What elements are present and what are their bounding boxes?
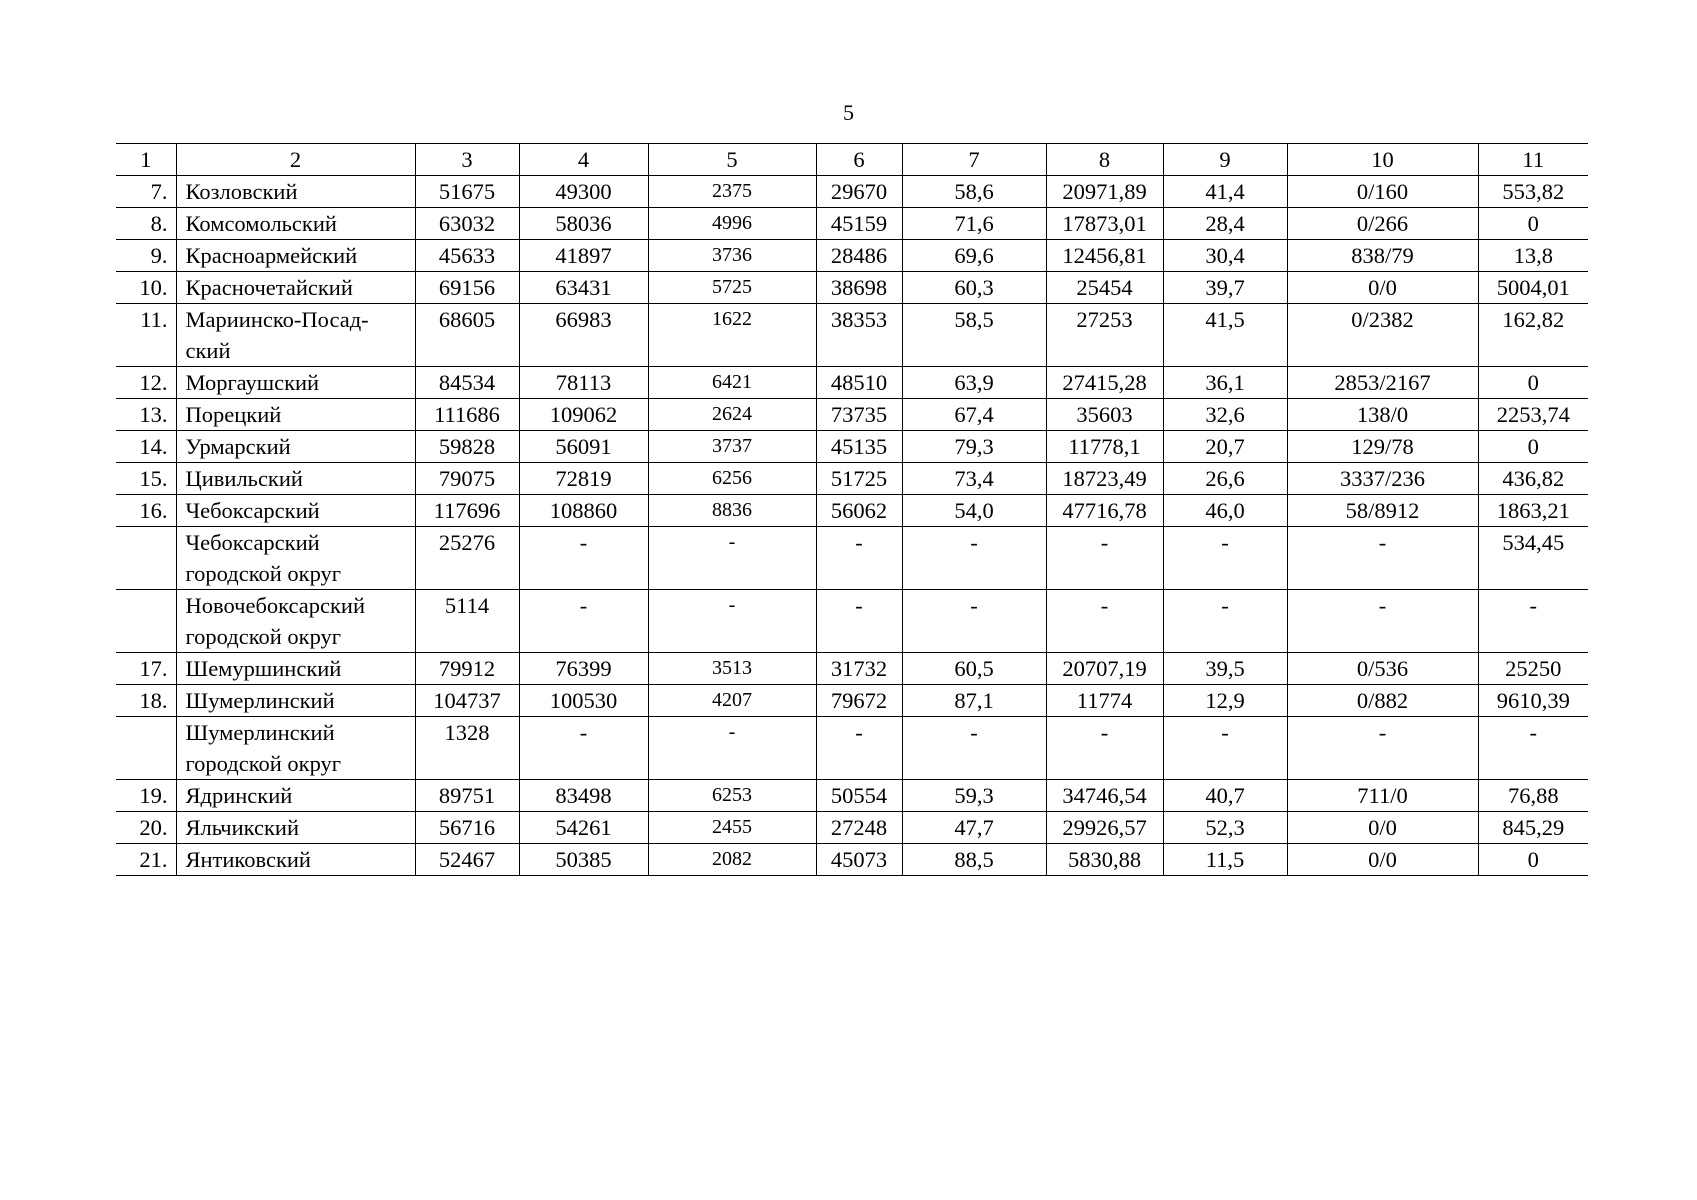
header-cell-6: 6 <box>816 144 902 176</box>
district-name: Мариинско-Посад-ский <box>176 304 415 367</box>
district-name: Шумерлинский городской округ <box>176 717 415 780</box>
cell-c11: 0 <box>1478 208 1588 240</box>
header-cell-4: 4 <box>519 144 648 176</box>
cell-c3: 1328 <box>415 717 519 780</box>
cell-c6: 29670 <box>816 176 902 208</box>
cell-c8: 47716,78 <box>1046 495 1163 527</box>
cell-c11: 0 <box>1478 844 1588 876</box>
cell-c5: 1622 <box>648 304 816 367</box>
cell-c10: 0/882 <box>1287 685 1478 717</box>
cell-c11: 553,82 <box>1478 176 1588 208</box>
cell-c10: - <box>1287 527 1478 590</box>
table-row <box>116 208 1588 240</box>
cell-c5: 3737 <box>648 431 816 463</box>
cell-c3: 59828 <box>415 431 519 463</box>
table-row <box>116 367 1588 399</box>
cell-c9: 39,5 <box>1163 653 1287 685</box>
table-row <box>116 463 1588 495</box>
cell-c4: - <box>519 527 648 590</box>
header-cell-8: 8 <box>1046 144 1163 176</box>
cell-c6: - <box>816 590 902 653</box>
cell-c10: - <box>1287 717 1478 780</box>
cell-c6: 28486 <box>816 240 902 272</box>
row-number: 8. <box>116 208 176 240</box>
header-cell-11: 11 <box>1478 144 1588 176</box>
cell-c8: - <box>1046 527 1163 590</box>
cell-c10: 0/0 <box>1287 844 1478 876</box>
cell-c4: - <box>519 717 648 780</box>
district-name: Козловский <box>176 176 415 208</box>
cell-c4: 63431 <box>519 272 648 304</box>
cell-c5: 2455 <box>648 812 816 844</box>
cell-c5: 4207 <box>648 685 816 717</box>
cell-c6: 38698 <box>816 272 902 304</box>
cell-c11: 2253,74 <box>1478 399 1588 431</box>
cell-c9: 28,4 <box>1163 208 1287 240</box>
district-name: Чебоксарский <box>176 495 415 527</box>
row-number <box>116 590 176 653</box>
cell-c4: 109062 <box>519 399 648 431</box>
header-cell-10: 10 <box>1287 144 1478 176</box>
table-row <box>116 495 1588 527</box>
cell-c3: 63032 <box>415 208 519 240</box>
cell-c5: 8836 <box>648 495 816 527</box>
district-name: Порецкий <box>176 399 415 431</box>
cell-c5: 2082 <box>648 844 816 876</box>
cell-c6: 48510 <box>816 367 902 399</box>
table-row <box>116 431 1588 463</box>
cell-c5: 6421 <box>648 367 816 399</box>
table-row <box>116 272 1588 304</box>
district-name: Красночетайский <box>176 272 415 304</box>
cell-c3: 117696 <box>415 495 519 527</box>
cell-c8: 12456,81 <box>1046 240 1163 272</box>
cell-c5: 2375 <box>648 176 816 208</box>
cell-c10: 0/0 <box>1287 272 1478 304</box>
cell-c9: 36,1 <box>1163 367 1287 399</box>
table-row <box>116 844 1588 876</box>
table-row <box>116 590 1588 653</box>
cell-c7: 69,6 <box>902 240 1046 272</box>
cell-c3: 5114 <box>415 590 519 653</box>
cell-c6: - <box>816 717 902 780</box>
cell-c6: 38353 <box>816 304 902 367</box>
row-number: 21. <box>116 844 176 876</box>
cell-c6: 45073 <box>816 844 902 876</box>
cell-c7: 58,5 <box>902 304 1046 367</box>
cell-c7: 60,5 <box>902 653 1046 685</box>
cell-c4: 72819 <box>519 463 648 495</box>
cell-c3: 52467 <box>415 844 519 876</box>
table-row <box>116 240 1588 272</box>
cell-c8: 34746,54 <box>1046 780 1163 812</box>
cell-c3: 89751 <box>415 780 519 812</box>
cell-c9: 52,3 <box>1163 812 1287 844</box>
cell-c3: 51675 <box>415 176 519 208</box>
cell-c8: 18723,49 <box>1046 463 1163 495</box>
district-name: Моргаушский <box>176 367 415 399</box>
data-table <box>116 143 1588 876</box>
cell-c9: 30,4 <box>1163 240 1287 272</box>
district-name: Шумерлинский <box>176 685 415 717</box>
cell-c11: 13,8 <box>1478 240 1588 272</box>
cell-c11: 845,29 <box>1478 812 1588 844</box>
cell-c6: 45159 <box>816 208 902 240</box>
district-name: Урмарский <box>176 431 415 463</box>
cell-c8: 5830,88 <box>1046 844 1163 876</box>
cell-c5: 2624 <box>648 399 816 431</box>
cell-c9: 20,7 <box>1163 431 1287 463</box>
cell-c8: 25454 <box>1046 272 1163 304</box>
cell-c11: 25250 <box>1478 653 1588 685</box>
cell-c8: 35603 <box>1046 399 1163 431</box>
row-number: 18. <box>116 685 176 717</box>
row-number: 14. <box>116 431 176 463</box>
cell-c8: 29926,57 <box>1046 812 1163 844</box>
cell-c10: 138/0 <box>1287 399 1478 431</box>
cell-c4: 76399 <box>519 653 648 685</box>
table-row <box>116 780 1588 812</box>
cell-c10: 0/536 <box>1287 653 1478 685</box>
cell-c5: - <box>648 590 816 653</box>
cell-c11: 9610,39 <box>1478 685 1588 717</box>
row-number: 19. <box>116 780 176 812</box>
cell-c8: - <box>1046 717 1163 780</box>
cell-c7: 79,3 <box>902 431 1046 463</box>
cell-c10: 0/160 <box>1287 176 1478 208</box>
row-number: 16. <box>116 495 176 527</box>
district-name: Красноармейский <box>176 240 415 272</box>
cell-c4: 100530 <box>519 685 648 717</box>
table-row <box>116 812 1588 844</box>
cell-c9: 26,6 <box>1163 463 1287 495</box>
district-name: Шемуршинский <box>176 653 415 685</box>
row-number: 11. <box>116 304 176 367</box>
header-cell-7: 7 <box>902 144 1046 176</box>
cell-c11: - <box>1478 590 1588 653</box>
cell-c8: 27253 <box>1046 304 1163 367</box>
header-cell-1: 1 <box>116 144 176 176</box>
cell-c7: 58,6 <box>902 176 1046 208</box>
district-name: Чебоксарский городской округ <box>176 527 415 590</box>
table-row <box>116 527 1588 590</box>
cell-c10: - <box>1287 590 1478 653</box>
cell-c4: 78113 <box>519 367 648 399</box>
cell-c7: 60,3 <box>902 272 1046 304</box>
cell-c11: 1863,21 <box>1478 495 1588 527</box>
cell-c6: 73735 <box>816 399 902 431</box>
header-cell-9: 9 <box>1163 144 1287 176</box>
district-name: Ядринский <box>176 780 415 812</box>
cell-c3: 45633 <box>415 240 519 272</box>
cell-c5: 3513 <box>648 653 816 685</box>
table-row <box>116 653 1588 685</box>
cell-c4: 108860 <box>519 495 648 527</box>
cell-c11: 0 <box>1478 367 1588 399</box>
cell-c7: - <box>902 717 1046 780</box>
cell-c6: 56062 <box>816 495 902 527</box>
cell-c8: - <box>1046 590 1163 653</box>
district-name: Яльчикский <box>176 812 415 844</box>
cell-c6: 27248 <box>816 812 902 844</box>
cell-c10: 3337/236 <box>1287 463 1478 495</box>
cell-c9: 41,5 <box>1163 304 1287 367</box>
cell-c5: 3736 <box>648 240 816 272</box>
cell-c3: 69156 <box>415 272 519 304</box>
row-number <box>116 527 176 590</box>
cell-c3: 79075 <box>415 463 519 495</box>
cell-c7: - <box>902 590 1046 653</box>
cell-c6: 79672 <box>816 685 902 717</box>
cell-c7: 71,6 <box>902 208 1046 240</box>
table-row <box>116 304 1588 367</box>
row-number: 17. <box>116 653 176 685</box>
cell-c8: 20707,19 <box>1046 653 1163 685</box>
row-number: 13. <box>116 399 176 431</box>
cell-c11: 76,88 <box>1478 780 1588 812</box>
cell-c10: 711/0 <box>1287 780 1478 812</box>
row-number <box>116 717 176 780</box>
district-name: Комсомольский <box>176 208 415 240</box>
cell-c11: 436,82 <box>1478 463 1588 495</box>
cell-c7: 63,9 <box>902 367 1046 399</box>
cell-c10: 0/2382 <box>1287 304 1478 367</box>
cell-c3: 84534 <box>415 367 519 399</box>
cell-c7: - <box>902 527 1046 590</box>
cell-c3: 104737 <box>415 685 519 717</box>
cell-c9: 12,9 <box>1163 685 1287 717</box>
district-name: Янтиковский <box>176 844 415 876</box>
cell-c4: 58036 <box>519 208 648 240</box>
cell-c7: 59,3 <box>902 780 1046 812</box>
cell-c5: 5725 <box>648 272 816 304</box>
cell-c4: 83498 <box>519 780 648 812</box>
cell-c9: 41,4 <box>1163 176 1287 208</box>
row-number: 15. <box>116 463 176 495</box>
table-body <box>116 176 1588 876</box>
cell-c10: 129/78 <box>1287 431 1478 463</box>
cell-c11: 5004,01 <box>1478 272 1588 304</box>
district-name: Цивильский <box>176 463 415 495</box>
table-row <box>116 717 1588 780</box>
cell-c7: 87,1 <box>902 685 1046 717</box>
cell-c8: 20971,89 <box>1046 176 1163 208</box>
cell-c10: 0/0 <box>1287 812 1478 844</box>
table-row <box>116 176 1588 208</box>
cell-c10: 58/8912 <box>1287 495 1478 527</box>
cell-c11: - <box>1478 717 1588 780</box>
cell-c8: 11778,1 <box>1046 431 1163 463</box>
cell-c7: 67,4 <box>902 399 1046 431</box>
cell-c8: 11774 <box>1046 685 1163 717</box>
cell-c7: 47,7 <box>902 812 1046 844</box>
cell-c4: 54261 <box>519 812 648 844</box>
header-cell-5: 5 <box>648 144 816 176</box>
row-number: 20. <box>116 812 176 844</box>
cell-c10: 838/79 <box>1287 240 1478 272</box>
table-row <box>116 685 1588 717</box>
district-name: Новочебоксарский городской округ <box>176 590 415 653</box>
cell-c7: 88,5 <box>902 844 1046 876</box>
header-cell-2: 2 <box>176 144 415 176</box>
cell-c4: 41897 <box>519 240 648 272</box>
cell-c9: 32,6 <box>1163 399 1287 431</box>
cell-c6: 31732 <box>816 653 902 685</box>
cell-c9: 40,7 <box>1163 780 1287 812</box>
cell-c3: 79912 <box>415 653 519 685</box>
cell-c11: 534,45 <box>1478 527 1588 590</box>
cell-c9: - <box>1163 527 1287 590</box>
row-number: 9. <box>116 240 176 272</box>
cell-c4: 66983 <box>519 304 648 367</box>
cell-c7: 54,0 <box>902 495 1046 527</box>
cell-c8: 17873,01 <box>1046 208 1163 240</box>
table-header <box>116 144 1588 176</box>
cell-c6: 50554 <box>816 780 902 812</box>
cell-c11: 0 <box>1478 431 1588 463</box>
row-number: 7. <box>116 176 176 208</box>
cell-c4: 56091 <box>519 431 648 463</box>
cell-c9: - <box>1163 590 1287 653</box>
cell-c5: 6256 <box>648 463 816 495</box>
cell-c6: - <box>816 527 902 590</box>
cell-c6: 45135 <box>816 431 902 463</box>
header-cell-3: 3 <box>415 144 519 176</box>
cell-c4: - <box>519 590 648 653</box>
cell-c6: 51725 <box>816 463 902 495</box>
cell-c9: 11,5 <box>1163 844 1287 876</box>
cell-c9: 39,7 <box>1163 272 1287 304</box>
header-row <box>116 144 1588 176</box>
cell-c3: 56716 <box>415 812 519 844</box>
cell-c7: 73,4 <box>902 463 1046 495</box>
cell-c5: 4996 <box>648 208 816 240</box>
cell-c4: 50385 <box>519 844 648 876</box>
cell-c11: 162,82 <box>1478 304 1588 367</box>
cell-c9: - <box>1163 717 1287 780</box>
row-number: 10. <box>116 272 176 304</box>
cell-c5: - <box>648 527 816 590</box>
cell-c3: 68605 <box>415 304 519 367</box>
cell-c9: 46,0 <box>1163 495 1287 527</box>
cell-c10: 0/266 <box>1287 208 1478 240</box>
cell-c5: 6253 <box>648 780 816 812</box>
row-number: 12. <box>116 367 176 399</box>
cell-c5: - <box>648 717 816 780</box>
cell-c3: 25276 <box>415 527 519 590</box>
page-number: 5 <box>843 100 854 125</box>
cell-c10: 2853/2167 <box>1287 367 1478 399</box>
cell-c3: 111686 <box>415 399 519 431</box>
table-row <box>116 399 1588 431</box>
cell-c8: 27415,28 <box>1046 367 1163 399</box>
cell-c4: 49300 <box>519 176 648 208</box>
